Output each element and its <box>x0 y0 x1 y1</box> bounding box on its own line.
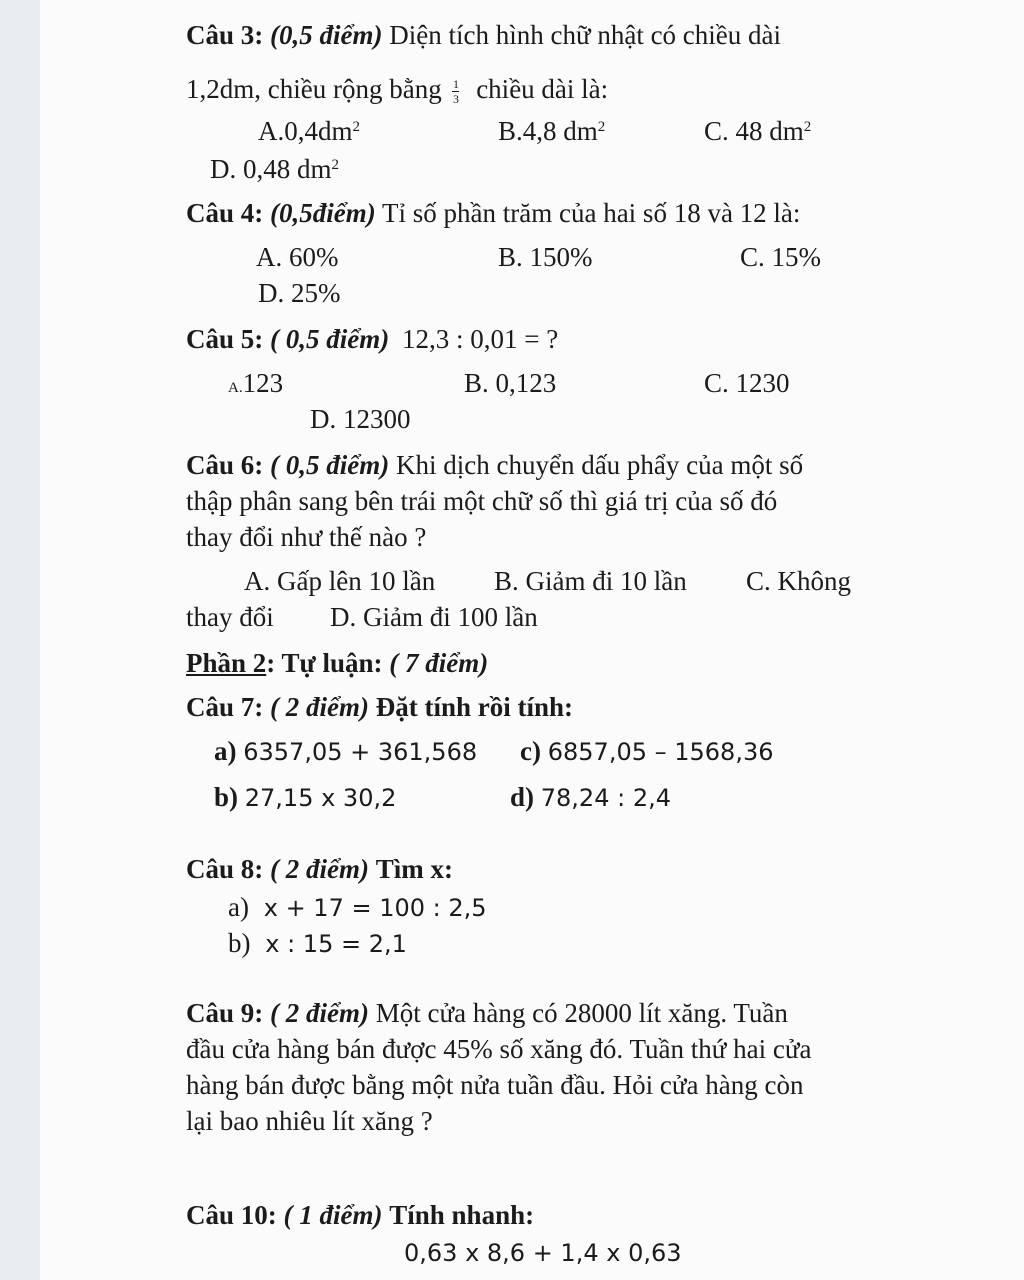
question-3-points: (0,5 điểm) <box>270 20 383 50</box>
part-2-heading <box>186 646 488 680</box>
question-4-line <box>186 196 800 230</box>
question-8-points: ( 2 điểm) <box>270 854 369 884</box>
item-letter: d) <box>510 782 535 812</box>
fraction-one-third <box>452 78 459 105</box>
question-3-text-2a: 1,2dm, chiều rộng bằng <box>186 74 442 104</box>
item-letter: c) <box>520 736 541 766</box>
question-8-task: Tìm x: <box>375 854 453 884</box>
question-4-option-b: B. 150% <box>498 242 593 272</box>
question-4-label: Câu 4: <box>186 198 264 228</box>
option-a-text: A.0,4dm <box>258 116 353 146</box>
question-8-item-a <box>228 890 487 925</box>
question-3-text-1: Diện tích hình chữ nhật có chiều dài <box>389 20 782 50</box>
question-6-text-1: Khi dịch chuyển dấu phẩy của một số <box>396 450 804 480</box>
question-6-line-3: thay đổi như thế nào ? <box>186 522 427 552</box>
question-9-points: ( 2 điểm) <box>270 998 369 1028</box>
question-3-line-2 <box>186 72 608 106</box>
question-3-option-d <box>210 152 339 186</box>
item-letter: b) <box>228 928 251 958</box>
question-6-option-c-continued: thay đổi <box>186 602 274 632</box>
left-margin-strip <box>0 0 40 1280</box>
part-2-title: : Tự luận: <box>266 648 383 678</box>
item-expression: x + 17 = 100 : 2,5 <box>263 894 487 922</box>
question-6-points: ( 0,5 điểm) <box>270 450 390 480</box>
question-3-option-c <box>704 114 811 148</box>
question-9-line-1 <box>186 996 788 1030</box>
question-3-option-a <box>258 114 360 148</box>
item-expression: 6357,05 + 361,568 <box>243 738 478 766</box>
question-4-text: Tỉ số phần trăm của hai số 18 và 12 là: <box>382 198 801 228</box>
question-9-line-4: lại bao nhiêu lít xăng ? <box>186 1106 433 1136</box>
question-5-option-c: C. 1230 <box>704 368 790 398</box>
question-7-task: Đặt tính rồi tính: <box>375 692 574 722</box>
exponent: 2 <box>352 119 360 135</box>
question-5-option-b: B. 0,123 <box>464 368 557 398</box>
fraction-denominator: 3 <box>452 92 459 106</box>
item-expression: x : 15 = 2,1 <box>265 930 407 958</box>
question-10-task: Tính nhanh: <box>389 1200 535 1230</box>
question-3-line-1 <box>186 18 781 52</box>
question-10-points: ( 1 điểm) <box>283 1200 383 1230</box>
question-7-line <box>186 690 573 724</box>
option-c-text: C. 48 dm <box>704 116 804 146</box>
question-3-text-2b: chiều dài là: <box>476 74 609 104</box>
exponent: 2 <box>597 119 606 135</box>
question-5-option-d: D. 12300 <box>310 404 411 434</box>
item-letter: a) <box>228 892 249 922</box>
question-4-option-a: A. 60% <box>256 242 339 272</box>
question-6-line-1 <box>186 448 803 482</box>
question-6-line-2: thập phân sang bên trái một chữ số thì giá trị của số đó <box>186 486 778 516</box>
option-d-text: D. 0,48 dm <box>210 154 332 184</box>
item-letter: a) <box>214 736 237 766</box>
option-a-letter: A. <box>228 380 243 396</box>
question-4-option-c: C. 15% <box>740 242 821 272</box>
question-7-item-a <box>214 734 477 769</box>
question-4-option-d: D. 25% <box>258 278 341 308</box>
question-7-item-d <box>510 780 671 815</box>
question-7-points: ( 2 điểm) <box>270 692 369 722</box>
question-7-item-b <box>214 780 396 815</box>
question-6-option-c: C. Không <box>746 566 852 596</box>
question-6-option-b: B. Giảm đi 10 lần <box>494 566 687 596</box>
question-10-expression: 0,63 x 8,6 + 1,4 x 0,63 <box>404 1239 682 1267</box>
question-6-option-d: D. Giảm đi 100 lần <box>330 602 538 632</box>
item-expression: 27,15 x 30,2 <box>244 784 397 812</box>
exponent: 2 <box>803 119 812 135</box>
question-9-line-2: đầu cửa hàng bán được 45% số xăng đó. Tuần thứ hai cửa <box>186 1034 812 1064</box>
question-10-line <box>186 1198 534 1232</box>
question-7-label: Câu 7: <box>186 692 264 722</box>
exponent: 2 <box>331 157 339 173</box>
question-5-expression: 12,3 : 0,01 = ? <box>402 324 559 354</box>
item-expression: 6857,05 – 1568,36 <box>547 738 774 766</box>
question-5-option-a <box>228 366 283 405</box>
question-8-label: Câu 8: <box>186 854 264 884</box>
question-6-label: Câu 6: <box>186 450 264 480</box>
question-8-item-b <box>228 926 407 961</box>
question-7-item-c <box>520 734 773 769</box>
item-expression: 78,24 : 2,4 <box>540 784 671 812</box>
option-a-value: 123 <box>242 368 284 398</box>
question-5-points: ( 0,5 điểm) <box>270 324 390 354</box>
question-10-label: Câu 10: <box>186 1200 277 1230</box>
question-9-text-1: Một cửa hàng có 28000 lít xăng. Tuần <box>375 998 788 1028</box>
part-2-points: ( 7 điểm) <box>389 648 489 678</box>
part-2-label: Phần 2 <box>186 648 267 678</box>
question-5-line <box>186 322 558 356</box>
question-8-line <box>186 852 453 886</box>
question-9-label: Câu 9: <box>186 998 264 1028</box>
item-letter: b) <box>214 782 239 812</box>
question-9-line-3: hàng bán được bằng một nửa tuần đầu. Hỏi cửa hàng còn <box>186 1070 804 1100</box>
question-3-option-b <box>498 114 605 148</box>
fraction-numerator: 1 <box>452 77 459 91</box>
question-3-label: Câu 3: <box>186 20 264 50</box>
question-5-label: Câu 5: <box>186 324 264 354</box>
question-6-option-a: A. Gấp lên 10 lần <box>244 566 436 596</box>
question-4-points: (0,5điểm) <box>270 198 376 228</box>
option-b-text: B.4,8 dm <box>498 116 598 146</box>
